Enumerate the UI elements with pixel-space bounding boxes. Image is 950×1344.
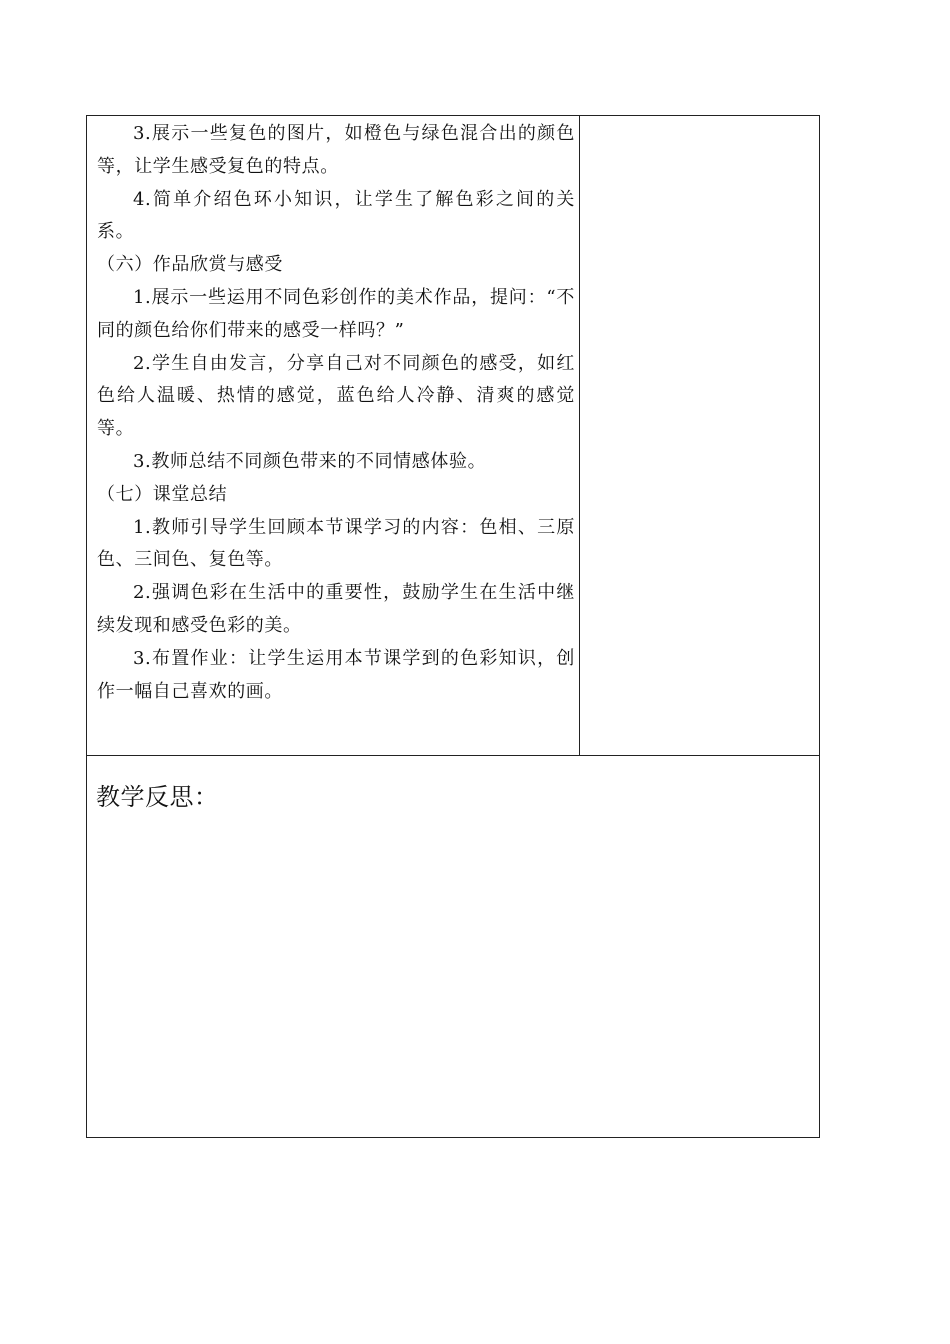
procedure-cell: [87, 116, 580, 755]
reflection-row: [87, 756, 819, 1137]
procedure-line-4-color-wheel: 4.简单介绍色环小知识，让学生了解色彩之间的关系。: [97, 188, 575, 243]
summary-line-2: 2.强调色彩在生活中的重要性，鼓励学生在生活中继续发现和感受色彩的美。: [97, 582, 575, 636]
procedure-line-3-compound-images: 3.展示一些复色的图片，如橙色与绿色混合出的颜色等，让学生感受复色的特点。: [97, 123, 575, 177]
reflection-label: 教学反思：: [96, 783, 219, 811]
section-heading-summary: （七）课堂总结: [97, 483, 228, 505]
summary-line-3-homework: 3.布置作业：让学生运用本节课学到的色彩知识，创作一幅自己喜欢的画。: [97, 647, 575, 702]
appreciation-line-1: 1.展示一些运用不同色彩创作的美术作品，提问：“不同的颜色给你们带来的感受一样吗？”: [97, 286, 575, 341]
notes-cell: [581, 116, 819, 755]
procedure-text: [97, 118, 575, 708]
procedure-row: [87, 116, 819, 756]
appreciation-line-3: 3.教师总结不同颜色带来的不同情感体验。: [133, 450, 487, 472]
section-heading-appreciation: （六）作品欣赏与感受: [97, 254, 283, 276]
summary-line-1: 1.教师引导学生回顾本节课学习的内容：色相、三原色、三间色、复色等。: [97, 516, 575, 571]
lesson-plan-table: [86, 115, 820, 1138]
appreciation-line-2: 2.学生自由发言，分享自己对不同颜色的感受，如红色给人温暖、热情的感觉，蓝色给人冷静、清爽的感觉等。: [97, 352, 575, 440]
